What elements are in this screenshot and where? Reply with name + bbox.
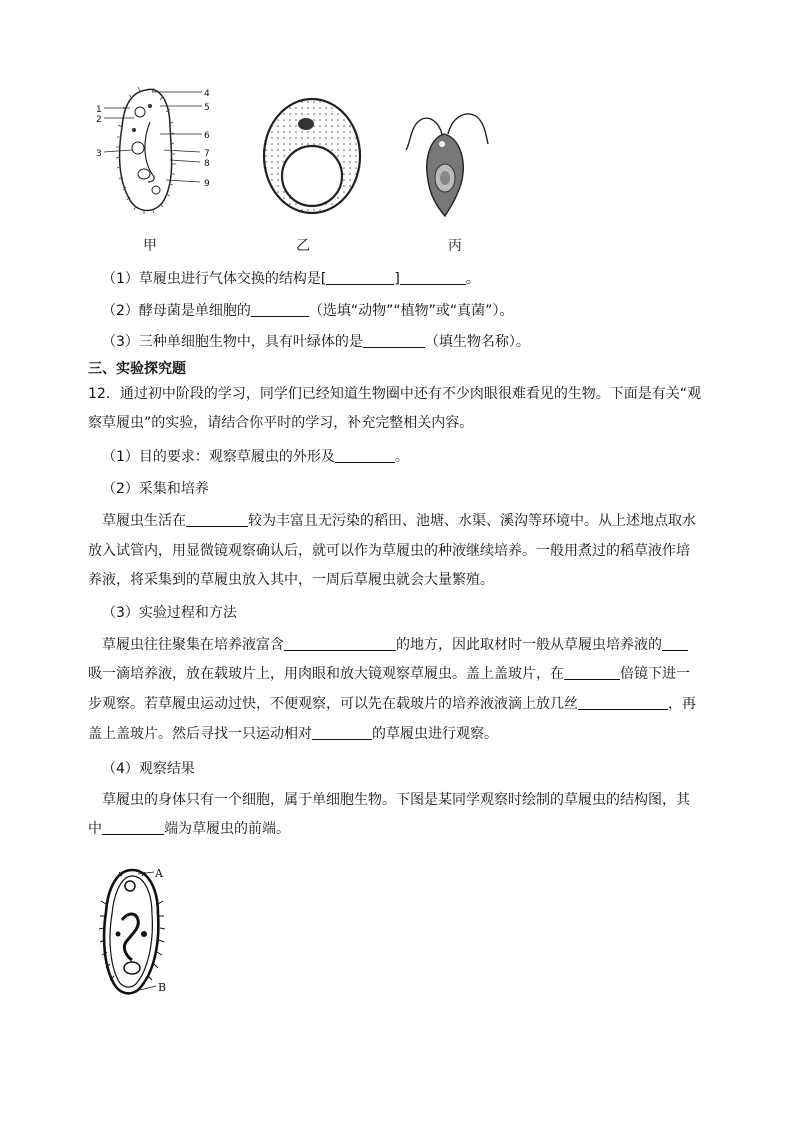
answer-blank-chloroplast-organism[interactable] <box>363 333 425 348</box>
answer-blank-structure-name[interactable] <box>400 270 466 285</box>
q11-part3 <box>102 333 742 351</box>
callout-8: 8 <box>204 159 210 169</box>
q12-part3-line1-text-a: 草履虫往往聚集在培养液富含 <box>102 637 284 653</box>
callout-1: 1 <box>96 105 102 115</box>
q11-part3-text: （3）三种单细胞生物中，具有叶绿体的是 <box>102 334 363 350</box>
q11-part2-hint: （选填“动物”“植物”或“真菌”）。 <box>308 303 514 319</box>
figure-label-jia: 甲 <box>143 238 157 254</box>
q12-part3-line4-text-a: 盖上盖玻片。然后寻找一只运动相对 <box>88 726 312 742</box>
answer-blank-front-end[interactable] <box>102 820 164 835</box>
q12-part4-line1: 草履虫的身体只有一个细胞，属于单细胞生物。下图是某同学观察时绘制的草履虫的结构图，其 <box>102 792 690 808</box>
q12-part4-line2 <box>88 820 728 838</box>
figure-label-yi: 乙 <box>296 238 310 254</box>
q12-part2-line2: 放入试管内，用显微镜观察确认后，就可以作为草履虫的种液继续培养。一般用煮过的稻草液作培 <box>88 543 690 559</box>
q11-part1 <box>102 270 742 288</box>
q12-part4-line2-text-b: 端为草履虫的前端。 <box>164 821 290 837</box>
q12-part3-title: （3）实验过程和方法 <box>102 605 237 621</box>
answer-blank-magnification[interactable] <box>564 665 620 680</box>
callout-4: 4 <box>204 89 210 99</box>
answer-blank-structure-number[interactable] <box>326 270 394 285</box>
q12-part2-line1-text-a: 草履虫生活在 <box>102 513 186 529</box>
callout-7: 7 <box>204 149 210 159</box>
q11-part2 <box>102 302 742 320</box>
callout-3: 3 <box>96 149 102 159</box>
euglena-diagram-bing <box>398 104 498 218</box>
answer-blank-motion-state[interactable] <box>312 725 372 740</box>
paramecium-diagram-jia <box>90 82 210 222</box>
q11-part1-text: （1）草履虫进行气体交换的结构是[ <box>102 271 327 287</box>
answer-blank-yeast-kingdom[interactable] <box>251 302 309 317</box>
q12-part3-line2 <box>88 665 728 683</box>
answer-blank-liquid-layer[interactable] <box>662 636 688 651</box>
callout-2: 2 <box>96 115 102 125</box>
section-title: 三、实验探究题 <box>88 361 186 377</box>
q12-part2-line1 <box>102 512 742 530</box>
q12-part3-line3-text-b: ，再 <box>668 696 696 712</box>
q12-part3-line1-text-b: 的地方，因此取材时一般从草履虫培养液的 <box>396 637 662 653</box>
figure-label-bing: 丙 <box>448 238 462 254</box>
answer-blank-rich-in[interactable] <box>284 636 396 651</box>
q12-part3-line2-text-b: 倍镜下进一 <box>620 666 690 682</box>
q12-intro-line1: 12．通过初中阶段的学习，同学们已经知道生物圈中还有不少肉眼很难看见的生物。下面是有关“观 <box>88 386 702 402</box>
answer-blank-fiber-material[interactable] <box>578 695 668 710</box>
q12-part3-line3-text-a: 步观察。若草履虫运动过快，不便观察，可以先在载玻片的培养液液滴上放几丝 <box>88 696 578 712</box>
q12-part1 <box>102 448 742 466</box>
callout-9: 9 <box>204 179 210 189</box>
q11-part2-text: （2）酵母菌是单细胞的 <box>102 303 251 319</box>
q12-part2-line3: 养液，将采集到的草履虫放入其中，一周后草履虫就会大量繁殖。 <box>88 572 494 588</box>
q12-intro-line2: 察草履虫”的实验，请结合你平时的学习，补充完整相关内容。 <box>88 415 474 431</box>
answer-blank-habitat[interactable] <box>186 512 248 527</box>
q12-part4-line2-text-a: 中 <box>88 821 102 837</box>
callout-5: 5 <box>204 103 210 113</box>
figure-label-a: A <box>155 867 163 880</box>
q12-part1-text: （1）目的要求：观察草履虫的外形及 <box>102 449 335 465</box>
q11-part3-hint: （填生物名称）。 <box>424 334 530 350</box>
figure-label-b: B <box>158 981 167 994</box>
q12-part2-line1-text-b: 较为丰富且无污染的稻田、池塘、水渠、溪沟等环境中。从上述地点取水 <box>248 513 696 529</box>
q12-part4-title: （4）观察结果 <box>102 761 195 777</box>
answer-blank-observe-target[interactable] <box>335 448 395 463</box>
q12-part3-line1 <box>102 636 742 654</box>
paramecium-drawing-ab <box>92 864 172 998</box>
yeast-diagram-yi <box>258 94 368 218</box>
q12-part3-line2-text-a: 吸一滴培养液，放在载玻片上，用肉眼和放大镜观察草履虫。盖上盖玻片，在 <box>88 666 564 682</box>
q12-part2-title: （2）采集和培养 <box>102 481 209 497</box>
q11-part1-bracket: ] <box>394 271 400 287</box>
callout-6: 6 <box>204 131 210 141</box>
q12-part3-line4-text-b: 的草履虫进行观察。 <box>372 726 498 742</box>
q12-part3-line4 <box>88 725 728 743</box>
q12-part1-end: 。 <box>394 449 409 465</box>
q11-part1-end: 。 <box>465 271 480 287</box>
q12-part3-line3 <box>88 695 728 713</box>
